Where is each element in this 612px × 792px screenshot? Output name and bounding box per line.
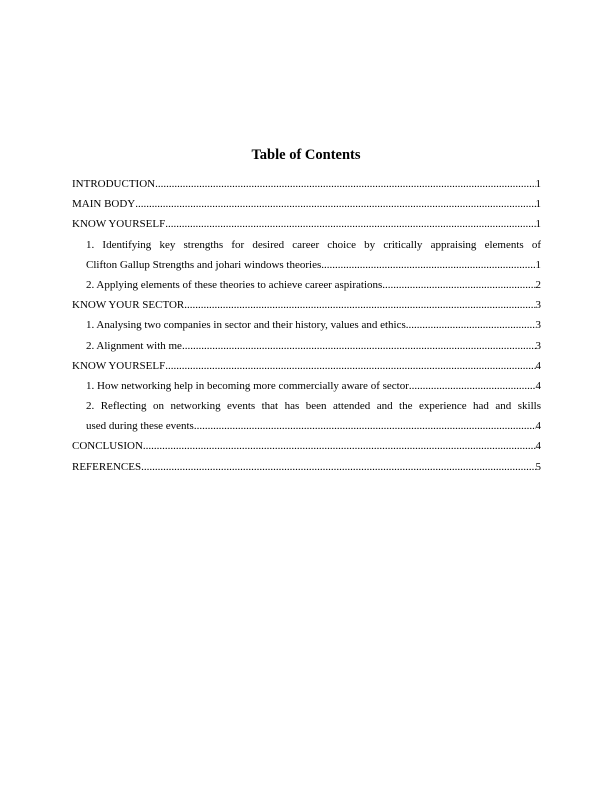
toc-entry-introduction[interactable] bbox=[72, 174, 541, 194]
toc-entry-label: 1. Analysing two companies in sector and their history, values and ethics bbox=[86, 319, 406, 332]
toc-page-number: 1 bbox=[535, 198, 541, 211]
toc-entry-references[interactable] bbox=[72, 457, 541, 477]
toc-entry-line-2 bbox=[86, 255, 541, 275]
toc-entry-reflecting-networking[interactable] bbox=[72, 396, 541, 436]
toc-page-number: 1 bbox=[535, 178, 541, 190]
toc-entry-label: KNOW YOUR SECTOR bbox=[72, 299, 185, 312]
toc-leader-dots bbox=[406, 315, 536, 335]
toc-entry-label: INTRODUCTION bbox=[72, 178, 156, 190]
toc-leader-dots bbox=[321, 255, 535, 275]
toc-leader-dots bbox=[141, 457, 535, 477]
toc-entry-analysing-companies[interactable] bbox=[72, 315, 541, 335]
toc-entry-line-2 bbox=[86, 416, 541, 436]
toc-entry-know-yourself-2[interactable] bbox=[72, 356, 541, 376]
toc-page-number: 5 bbox=[535, 460, 541, 473]
toc-leader-dots bbox=[184, 295, 535, 315]
toc-page-number: 3 bbox=[535, 319, 541, 332]
toc-leader-dots bbox=[194, 416, 536, 436]
table-of-contents bbox=[72, 174, 541, 477]
toc-entry-label: 2. Alignment with me bbox=[86, 339, 182, 352]
toc-entry-label-line-1: 1. Identifying key strengths for desired career choice by critically appraising elements of bbox=[86, 238, 541, 251]
toc-page-number: 4 bbox=[535, 420, 541, 433]
toc-leader-dots bbox=[165, 214, 535, 234]
toc-entry-identifying-strengths[interactable] bbox=[72, 235, 541, 275]
toc-page-number: 4 bbox=[535, 379, 541, 392]
toc-entry-applying-elements[interactable] bbox=[72, 275, 541, 295]
toc-entry-label-line-1: 2. Reflecting on networking events that has been attended and the experience had and skills bbox=[86, 400, 541, 413]
toc-entry-label: KNOW YOURSELF bbox=[72, 359, 166, 372]
toc-page-number: 4 bbox=[535, 359, 541, 372]
toc-leader-dots bbox=[165, 356, 535, 376]
toc-entry-alignment[interactable] bbox=[72, 336, 541, 356]
toc-leader-dots bbox=[155, 174, 535, 194]
toc-leader-dots bbox=[135, 194, 535, 214]
toc-title: Table of Contents bbox=[251, 147, 361, 163]
toc-entry-conclusion[interactable] bbox=[72, 436, 541, 456]
toc-leader-dots bbox=[409, 376, 536, 396]
toc-page-number: 3 bbox=[535, 299, 541, 312]
toc-entry-label: REFERENCES bbox=[72, 460, 142, 473]
toc-entry-know-yourself[interactable] bbox=[72, 214, 541, 234]
toc-page-number: 3 bbox=[535, 339, 541, 352]
toc-entry-label: Clifton Gallup Strengths and johari windows theories bbox=[86, 258, 322, 271]
toc-entry-label: 1. How networking help in becoming more commercially aware of sector bbox=[86, 379, 409, 392]
toc-entry-know-your-sector[interactable] bbox=[72, 295, 541, 315]
toc-entry-networking-help[interactable] bbox=[72, 376, 541, 396]
toc-entry-label: MAIN BODY bbox=[72, 198, 136, 211]
toc-page-number: 1 bbox=[535, 258, 541, 271]
toc-leader-dots bbox=[182, 336, 536, 356]
toc-entry-label: CONCLUSION bbox=[72, 440, 143, 453]
toc-page-number: 2 bbox=[535, 278, 541, 291]
toc-entry-label: KNOW YOURSELF bbox=[72, 218, 166, 231]
toc-page-number: 1 bbox=[535, 218, 541, 231]
toc-leader-dots bbox=[143, 436, 536, 456]
toc-page-number: 4 bbox=[535, 440, 541, 453]
toc-entry-main-body[interactable] bbox=[72, 194, 541, 214]
toc-leader-dots bbox=[382, 275, 535, 295]
toc-entry-label: 2. Applying elements of these theories to achieve career aspirations bbox=[86, 278, 383, 291]
toc-entry-label: used during these events bbox=[86, 420, 194, 433]
